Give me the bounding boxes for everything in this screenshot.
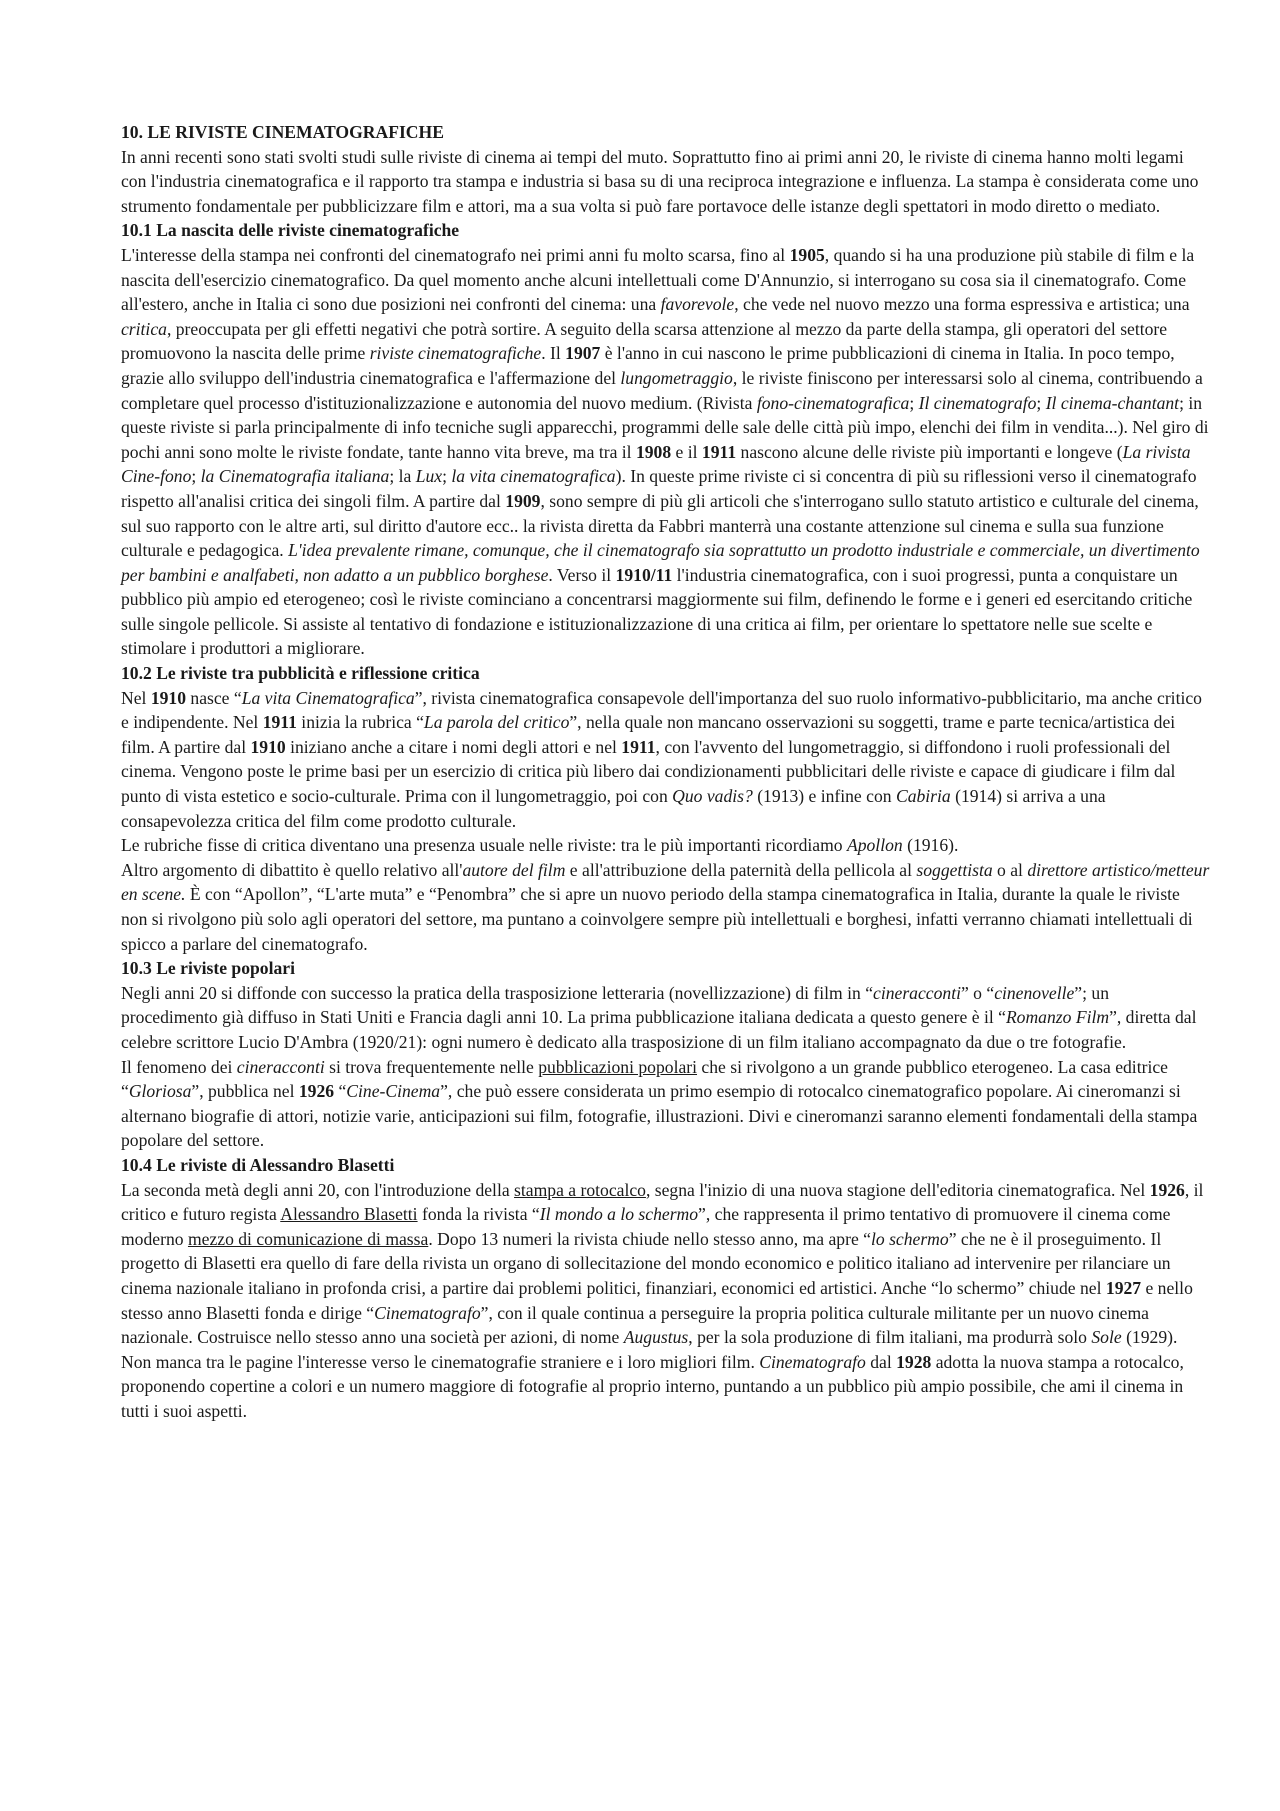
italic-text: Il cinema-chantant — [1045, 392, 1180, 413]
text-run: dal — [865, 1351, 897, 1372]
text-run: ” che ne è il proseguimento. Il progetto di Blasetti era quello di fare della rivista un organo di sollecitazione del mondo economico e politico italiano ad intervenire per rilanciare un cinema nazionale italiano in profonda crisi, a partire dai problemi politici, finanziari, economici ed artistici. Anche “lo schermo” chiude nel — [121, 1228, 1171, 1298]
italic-text: Cabiria — [895, 786, 951, 807]
text-run: ”, che rappresenta il primo tentativo di promuovere il cinema come moderno — [121, 1204, 1171, 1249]
text-run: Nel — [121, 687, 151, 708]
italic-text: Romanzo Film — [1005, 1007, 1110, 1028]
text-run: “ — [334, 1081, 347, 1102]
italic-text: cineracconti — [873, 982, 961, 1003]
italic-text: riviste cinematografiche — [369, 343, 542, 364]
text-run: ). In queste prime riviste ci si concentra di più su riflessioni verso il cinematografo rispetto all'analisi critica dei singoli film. A partire dal — [121, 466, 1197, 511]
bold-text: 1911 — [621, 736, 656, 757]
italic-text: Gloriosa — [128, 1081, 192, 1102]
bold-text: 1928 — [896, 1351, 932, 1372]
text-run: . Il — [541, 343, 566, 364]
bold-text: 1910 — [150, 687, 186, 708]
text-run: fonda la rivista “ — [417, 1204, 540, 1225]
text-run: È con “Apollon”, “L'arte muta” e “Penombra” che si apre un nuovo periodo della stampa cinematografica in Italia, durante la quale le riviste non si rivolgono più solo agli operatori del settore, ma puntano a coinvolgere sempre più intellettuali e borghesi, infatti verranno chiamati intellettuali di spicco a parlare del cinematografo. — [121, 884, 1193, 954]
text-run: , le riviste finiscono per interessarsi solo al cinema, contribuendo a completare quel processo d'istituzionalizzazione e autonomia del nuovo medium. (Rivista — [121, 367, 1203, 413]
text-run: ”, rivista cinematografica consapevole dell'importanza del suo ruolo informativo-pubblicitario, ma anche critico e indipendente. Nel — [121, 687, 1202, 733]
text-run: nasce “ — [186, 687, 242, 708]
italic-text: lungometraggio — [620, 367, 733, 388]
text-run: , che vede nel nuovo mezzo una forma espressiva e artistica; una — [734, 294, 1190, 315]
text-run: (1913) e infine con — [752, 786, 896, 807]
text-run: Le rubriche fisse di critica diventano una presenza usuale nelle riviste: tra le più importanti ricordiamo — [121, 835, 847, 856]
italic-text: Cinematografo — [759, 1351, 866, 1372]
text-run: ; — [909, 392, 919, 413]
italic-text: soggettista — [916, 859, 993, 880]
section-heading: 10.1 La nascita delle riviste cinematografiche — [121, 220, 460, 241]
italic-text: La rivista Cine-fono — [121, 441, 1191, 487]
bold-text: 1910 — [250, 736, 286, 757]
text-run: ; in queste riviste si parla principalmente di info tecniche sugli apparecchi, programmi delle sale delle città più impo, elenchi dei film in vendita...). Nel giro di pochi anni sono molte le riviste fondate, tante hanno vita breve, ma tra il — [121, 392, 1209, 462]
text-run: ” o “ — [960, 982, 995, 1003]
italic-text: la vita cinematografica — [451, 466, 616, 487]
underlined-text: stampa a rotocalco — [514, 1179, 646, 1200]
italic-text: Sole — [1091, 1327, 1122, 1348]
italic-text: cineracconti — [236, 1056, 325, 1077]
paragraph — [121, 1178, 1210, 1424]
text-run: e nello stesso anno Blasetti fonda e dirige “ — [121, 1277, 1193, 1323]
italic-text: L'idea prevalente rimane, comunque, che il cinematografo sia soprattutto un prodotto industriale e commerciale, un divertimento per bambini e analfabeti, non adatto a un pubblico borghese — [121, 540, 1200, 585]
italic-text: favorevole — [660, 294, 735, 315]
italic-text: cinenovelle — [994, 982, 1075, 1003]
bold-text: 1926 — [298, 1081, 335, 1102]
bold-text: 1909 — [505, 490, 541, 511]
text-run: . Dopo 13 numeri la rivista chiude nello stesso anno, ma apre “ — [428, 1228, 871, 1249]
text-run: ”, che può essere considerata un primo esempio di rotocalco cinematografico popolare. Ai cineromanzi si alternano biografie di attori, notizie varie, anticipazioni sui film, fotografie, illustrazioni. Divi e cineromanzi saranno elementi fondamentali della stampa popolare del settore. — [121, 1081, 1198, 1151]
italic-text: fono-cinematografica — [756, 392, 910, 413]
text-run: che si rivolgono a un grande pubblico eterogeneo. La casa editrice “ — [121, 1056, 1168, 1102]
italic-text: Apollon — [846, 835, 903, 856]
text-run: , con l'avvento del lungometraggio, si diffondono i ruoli professionali del cinema. Vengono poste le prime basi per un esercizio di critica più libero dai condizionamenti pubblicitari delle riviste e capace di giudicare i film dal punto di vista estetico e socio-culturale. Prima con il lungometraggio, poi con — [121, 736, 1176, 807]
underlined-text: Alessandro Blasetti — [280, 1204, 418, 1225]
italic-text: La vita Cinematografica — [241, 687, 415, 708]
text-run: Il fenomeno dei — [121, 1056, 237, 1077]
text-run: ”, pubblica nel — [191, 1081, 299, 1102]
section — [121, 661, 1210, 956]
text-run: (1929). Non manca tra le pagine l'interesse verso le cinematografie straniere e i loro migliori film. — [121, 1327, 1178, 1372]
italic-text: La parola del critico — [423, 712, 570, 733]
italic-text: Cinematografo — [374, 1302, 481, 1323]
bold-text: 1905 — [789, 244, 825, 265]
text-run: L'interesse della stampa nei confronti del cinematografo nei primi anni fu molto scarsa, fino al — [121, 244, 790, 265]
text-run: (1914) si arriva a una consapevolezza critica del film come prodotto culturale. — [121, 786, 1106, 831]
italic-text: Il mondo a lo schermo — [539, 1204, 699, 1225]
text-run: l'industria cinematografica, con i suoi progressi, punta a conquistare un pubblico più ampio ed eterogeneo; così le riviste cominciano a concentrarsi maggiormente sui film, definendo le forme e i generi ed esercitando critiche sulle singole pellicole. Si assiste al tentativo di fondazione e istituzionalizzazione di una critica ai film, per orientare lo spettatore nelle sue scelte e stimolare i produttori a migliorare. — [121, 564, 1193, 659]
section — [121, 1153, 1210, 1424]
section — [121, 956, 1210, 1153]
paragraph — [121, 981, 1210, 1055]
intro-section — [121, 145, 1210, 219]
italic-text: Augustus — [623, 1327, 689, 1348]
text-run: , sono sempre di più gli articoli che s'interrogano sullo statuto artistico e culturale del cinema, sul suo rapporto con le altre arti, sul diritto d'autore ecc.. la rivista diretta da Fabbri manterrà una costante attenzione sul cinema e sulla sua funzione culturale e pedagogica. — [121, 490, 1199, 561]
text-run: , quando si ha una produzione più stabile di film e la nascita dell'esercizio cinematografico. Da quel momento anche alcuni intellettuali come D'Annunzio, si interrogano su cosa sia il cinematografo. Come all'estero, anche in Italia ci sono due posizioni nei confronti del cinema: una — [121, 244, 1195, 315]
text-run: ”, diretta dal celebre scrittore Lucio D'Ambra (1920/21): ogni numero è dedicato alla trasposizione di un film italiano accompagnato da due o tre fotografie. — [121, 1007, 1197, 1052]
paragraph — [121, 833, 1210, 858]
italic-text: la Cinematografia italiana — [200, 466, 390, 487]
italic-text: Quo vadis? — [672, 786, 753, 807]
text-run: ; — [1036, 392, 1046, 413]
sections-container — [121, 218, 1210, 1423]
italic-text: lo schermo — [870, 1228, 949, 1249]
text-run: , segna l'inizio di una nuova stagione dell'editoria cinematografica. Nel — [645, 1179, 1150, 1200]
text-run: ”; un procedimento già diffuso in Stati Uniti e Francia dagli anni 10. La prima pubblicazione italiana dedicata a questo genere è il “ — [121, 982, 1109, 1028]
paragraph — [121, 686, 1210, 834]
text-run: (1916). — [902, 835, 959, 856]
bold-text: 1907 — [565, 343, 601, 364]
italic-text: Il cinematografo — [918, 392, 1037, 413]
text-run: nascono alcune delle riviste più importanti e longeve ( — [736, 441, 1123, 462]
section-heading: 10.3 Le riviste popolari — [121, 958, 295, 979]
document-title: 10. LE RIVISTE CINEMATOGRAFICHE — [121, 122, 444, 142]
section-heading: 10.4 Le riviste di Alessandro Blasetti — [121, 1154, 395, 1175]
italic-text: direttore artistico/metteur en scene. — [121, 859, 1210, 905]
text-run: . Verso il — [548, 564, 616, 585]
text-run: e all'attribuzione della paternità della pellicola al — [565, 859, 917, 880]
bold-text: 1926 — [1149, 1179, 1185, 1200]
italic-text: Cine-Cinema — [346, 1081, 441, 1102]
text-run: adotta la nuova stampa a rotocalco, proponendo copertine a colori e un numero maggiore di fotografie al proprio interno, puntando a un pubblico più ampio possibile, che ami il cinema in tutti i suoi aspetti. — [121, 1351, 1184, 1421]
underlined-text: mezzo di comunicazione di massa — [187, 1228, 429, 1249]
section-heading: 10.2 Le riviste tra pubblicità e riflessione critica — [121, 663, 480, 684]
paragraph — [121, 243, 1210, 661]
section — [121, 218, 1210, 661]
text-run: ; — [442, 466, 452, 487]
text-run: è l'anno in cui nascono le prime pubblicazioni di cinema in Italia. In poco tempo, grazie allo sviluppo dell'industria cinematografica e l'affermazione del — [121, 343, 1175, 388]
text-run: , preoccupata per gli effetti negativi che potrà sortire. A seguito della scarsa attenzione al mezzo da parte della stampa, gli operatori del settore promuovono la nascita delle prime — [121, 318, 1168, 364]
paragraph — [121, 1055, 1210, 1153]
text-run: ; la — [389, 466, 416, 487]
text-run: ”, con il quale continua a perseguire la propria politica culturale militante per un nuovo cinema nazionale. Costruisce nello stesso anno una società per azioni, di nome — [121, 1302, 1149, 1348]
text-run: o al — [992, 859, 1028, 880]
text-run: ”, nella quale non mancano osservazioni su soggetti, trame e parte tecnica/artistica dei film. A partire dal — [121, 712, 1176, 757]
underlined-text: pubblicazioni popolari — [538, 1056, 698, 1077]
text-run: In anni recenti sono stati svolti studi sulle riviste di cinema ai tempi del muto. Soprattutto fino ai primi anni 20, le riviste di cinema hanno molti legami con l'industria cinematografica e il rapporto tra stampa e industria si basa su di una reciproca integrazione e influenza. La stampa è considerata come uno strumento fondamentale per pubblicizzare film e attori, ma a sua volta si può fare portavoce delle istanze degli spettatori in modo diretto o mediato. — [121, 146, 1199, 216]
text-run: , il critico e futuro regista — [121, 1179, 1204, 1225]
italic-text: autore del film — [462, 859, 566, 880]
bold-text: 1911 — [701, 441, 737, 462]
italic-text: critica — [121, 318, 167, 339]
text-run: inizia la rubrica “ — [296, 712, 424, 733]
text-run: ; — [191, 466, 201, 487]
text-run: iniziano anche a citare i nomi degli attori e nel — [285, 736, 622, 757]
text-run: e il — [671, 441, 702, 462]
bold-text: 1927 — [1105, 1277, 1142, 1298]
text-run: La seconda metà degli anni 20, con l'introduzione della — [121, 1179, 515, 1200]
paragraph — [121, 145, 1210, 219]
bold-text: 1908 — [635, 441, 672, 462]
paragraph — [121, 858, 1210, 956]
italic-text: Lux — [415, 466, 443, 487]
text-run: , per la sola produzione di film italiani, ma produrrà solo — [688, 1327, 1092, 1348]
bold-text: 1911 — [262, 712, 297, 733]
bold-text: 1910/11 — [615, 564, 673, 585]
text-run: si trova frequentemente nelle — [324, 1056, 539, 1077]
text-run: Negli anni 20 si diffonde con successo la pratica della trasposizione letteraria (novellizzazione) di film in “ — [121, 982, 874, 1003]
text-run: Altro argomento di dibattito è quello relativo all' — [121, 859, 463, 880]
